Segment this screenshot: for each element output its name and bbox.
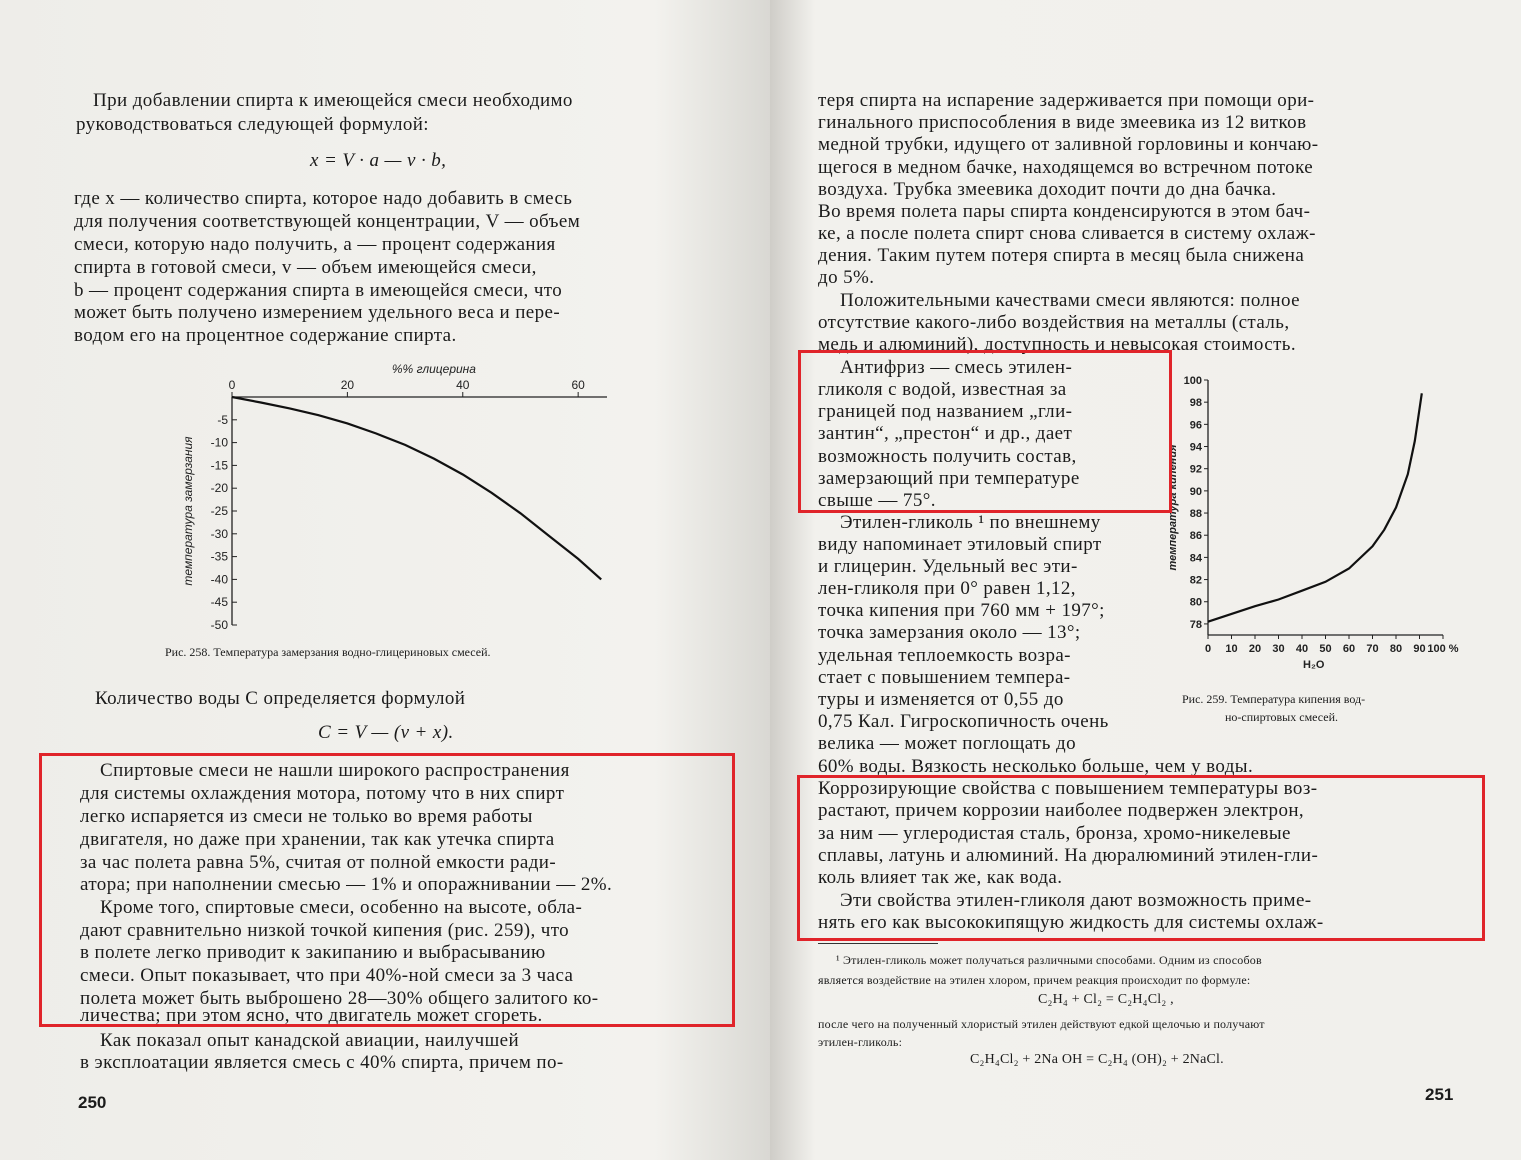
text-line: за час полета равна 5%, считая от полной емкости ради-	[80, 852, 557, 873]
y-tick-label: 92	[1189, 463, 1202, 476]
y-tick-label: 96	[1189, 419, 1202, 432]
text-line: может быть получено измерением удельного веса и пере-	[74, 302, 561, 323]
text-line: руководствоваться следующей формулой:	[76, 114, 429, 135]
page-number: 251	[1425, 1085, 1454, 1104]
footnote-rule	[818, 943, 938, 944]
y-tick-label: 98	[1189, 397, 1202, 410]
x-tick-label: 0	[228, 378, 236, 392]
x-axis-label: %% глицерина	[391, 362, 476, 376]
figure-caption: Рис. 258. Температура замерзания водно-глицериновых смесей.	[165, 645, 491, 659]
right-page	[770, 0, 1521, 1160]
text-line: за ним — углеродистая сталь, бронза, хромо-никелевые	[818, 823, 1291, 844]
y-tick-label: -10	[210, 435, 228, 450]
text-line: медной трубки, идущего от заливной горловины и кончаю-	[818, 134, 1319, 155]
y-tick-label: 88	[1189, 508, 1202, 521]
text-line: свыше — 75°.	[818, 490, 936, 511]
y-tick-label: 78	[1189, 618, 1202, 631]
text-line: для получения соответствующей концентрации, V — объем	[74, 211, 581, 232]
text-line: возможность получить состав,	[818, 446, 1077, 467]
y-tick-label: 100	[1183, 375, 1202, 387]
text-line: Спиртовые смеси не нашли широкого распространения	[100, 760, 570, 781]
text-line: для системы охлаждения мотора, потому что в них спирт	[80, 783, 565, 804]
text-line: личества; при этом ясно, что двигатель может сгореть.	[80, 1005, 543, 1026]
text-line: виду напоминает этиловый спирт	[818, 534, 1102, 555]
formula: C = V — (v + x).	[318, 722, 454, 743]
highlight-box	[39, 753, 735, 1027]
freezing-point-chart	[170, 355, 630, 640]
text-line: сплавы, латунь и алюминий. На дюралюминий этилен-гли-	[818, 845, 1319, 866]
footnote-line: после чего на полученный хлористый этилен действуют едкой щелочью и получают	[818, 1017, 1265, 1031]
text-line: в эксплоатации является смесь с 40% спирта, причем по-	[80, 1052, 564, 1073]
text-line: смеси. Опыт показывает, что при 40%-ной смеси за 3 часа	[80, 965, 574, 986]
text-line: Во время полета пары спирта конденсируются в этом бач-	[818, 201, 1311, 222]
footnote-line: этилен-гликоль:	[818, 1035, 903, 1049]
boiling-point-chart	[1167, 365, 1460, 685]
text-line: теря спирта на испарение задерживается при помощи ори-	[818, 90, 1315, 111]
text-line: замерзающий при температуре	[818, 468, 1080, 489]
x-tick-label: 90	[1413, 643, 1426, 655]
text-line: Эти свойства этилен-гликоля дают возможность приме-	[840, 890, 1312, 911]
text-line: полета может быть выброшено 28—30% общего залитого ко-	[80, 988, 599, 1009]
text-line: где x — количество спирта, которое надо добавить в смесь	[74, 188, 573, 209]
footnote-line: является воздействие на этилен хлором, причем реакция происходит по формуле:	[818, 973, 1251, 987]
text-line: атора; при наполнении смесью — 1% и опоражнивании — 2%.	[80, 874, 613, 895]
text-line: Антифриз — смесь этилен-	[840, 357, 1073, 378]
data-line	[1208, 393, 1422, 621]
x-tick-label: 60	[571, 378, 585, 392]
figure-caption: Рис. 259. Температура кипения вод-	[1182, 692, 1366, 706]
text-line: 60% воды. Вязкость несколько больше, чем у воды.	[818, 756, 1254, 777]
text-line: ке, а после полета спирт снова сливается в систему охлаж-	[818, 223, 1316, 244]
x-tick-label: 20	[340, 378, 355, 392]
x-tick-label: 60	[1342, 643, 1356, 655]
text-line: Коррозирующие свойства с повышением температуры воз-	[818, 778, 1318, 799]
y-tick-label: 84	[1189, 552, 1202, 565]
y-axis-label: температура замерзания	[181, 436, 195, 586]
text-line: 0,75 Кал. Гигроскопичность очень	[818, 711, 1109, 732]
x-tick-label: 80	[1389, 643, 1403, 655]
formula: x = V · a — v · b,	[310, 150, 447, 171]
y-tick-label: -35	[210, 549, 228, 564]
y-tick-label: -50	[210, 618, 228, 632]
text-line: до 5%.	[818, 267, 875, 288]
y-tick-label: -20	[210, 481, 228, 496]
text-line: спирта в готовой смеси, v — объем имеющейся смеси,	[74, 257, 537, 278]
footnote-line: ¹ Этилен-гликоль может получаться различными способами. Одним из способов	[836, 953, 1262, 967]
text-line: удельная теплоемкость возра-	[818, 645, 1071, 666]
text-line: Кроме того, спиртовые смеси, особенно на высоте, обла-	[100, 897, 583, 918]
text-line: Как показал опыт канадской авиации, наилучшей	[100, 1030, 520, 1051]
text-line: двигателя, но даже при хранении, так как утечка спирта	[80, 829, 555, 850]
text-line: коль влияет так же, как вода.	[818, 867, 1063, 888]
x-tick-label: 40	[456, 378, 470, 392]
text-line: велика — может поглощать до	[818, 733, 1076, 754]
text-line: отсутствие какого-либо воздействия на металлы (сталь,	[818, 312, 1290, 333]
text-line: b — процент содержания спирта в имеющейся смеси, что	[74, 280, 563, 301]
text-line: смеси, которую надо получить, a — процент содержания	[74, 234, 556, 255]
text-line: лен-гликоля при 0° равен 1,12,	[818, 578, 1076, 599]
y-tick-label: -5	[217, 412, 228, 427]
text-line: гликоля с водой, известная за	[818, 379, 1067, 400]
text-line: растают, причем коррозии наиболее подвержен электрон,	[818, 800, 1305, 821]
x-tick-label: 40	[1295, 643, 1309, 655]
text-line: точка кипения при 760 мм + 197°;	[818, 600, 1105, 621]
y-tick-label: 82	[1189, 574, 1202, 587]
x-tick-label: 20	[1248, 643, 1262, 655]
x-tick-label: 70	[1366, 643, 1379, 655]
text-line: нять его как высококипящую жидкость для системы охлаж-	[818, 912, 1324, 933]
page-number: 250	[78, 1093, 107, 1112]
x-tick-label: 30	[1272, 643, 1285, 655]
footnote-formula: C₂H₄Cl₂ + 2Na OH = C₂H₄ (OH)₂ + 2NaCl.	[970, 1052, 1224, 1067]
data-line	[232, 397, 601, 579]
figure-caption: но-спиртовых смесей.	[1225, 710, 1339, 724]
text-line: Положительными качествами смеси являются: полное	[840, 290, 1300, 311]
text-line: Этилен-гликоль ¹ по внешнему	[840, 512, 1101, 533]
text-line: дают сравнительно низкой точкой кипения (рис. 259), что	[80, 920, 570, 941]
y-tick-label: -25	[210, 504, 228, 518]
x-axis-label: H₂O	[1303, 659, 1325, 671]
highlight-box	[797, 775, 1485, 941]
text-line: точка замерзания около — 13°;	[818, 622, 1081, 643]
y-tick-label: -15	[210, 458, 228, 473]
y-axis-label: температура кипения	[1167, 444, 1179, 571]
text-line: медь и алюминий), доступность и невысокая стоимость.	[818, 334, 1296, 355]
text-line: гинального приспособления в виде змеевика из 12 витков	[818, 112, 1307, 133]
text-line: воздуха. Трубка змеевика доходит почти до дна бачка.	[818, 179, 1277, 200]
text-line: туры и изменяется от 0,55 до	[818, 689, 1064, 710]
y-tick-label: 94	[1189, 441, 1202, 454]
highlight-box	[798, 350, 1172, 513]
y-tick-label: 90	[1189, 485, 1202, 498]
y-tick-label: 80	[1189, 596, 1202, 609]
text-line: щегося в медном бачке, находящемся во встречном потоке	[818, 157, 1314, 178]
text-line: границей под названием „гли-	[818, 401, 1073, 422]
x-tick-label: 10	[1225, 643, 1238, 655]
x-tick-label: 50	[1319, 643, 1332, 655]
text-line: дения. Таким путем потеря спирта в месяц была снижена	[818, 245, 1305, 266]
text-line: зантин“, „престон“ и др., дает	[818, 423, 1073, 444]
y-tick-label: -30	[210, 526, 228, 541]
text-line: При добавлении спирта к имеющейся смеси необходимо	[93, 90, 573, 111]
text-line: Количество воды C определяется формулой	[95, 688, 466, 709]
text-line: стает с повышением темпера-	[818, 667, 1071, 688]
text-line: и глицерин. Удельный вес эти-	[818, 556, 1078, 577]
y-tick-label: 86	[1189, 530, 1202, 543]
text-line: в полете легко приводит к закипанию и выбрасыванию	[80, 942, 546, 963]
x-tick-label: 100 %	[1427, 643, 1459, 655]
text-line: водом его на процентное содержание спирта.	[74, 325, 457, 346]
footnote-formula: C₂H₄ + Cl₂ = C₂H₄Cl₂ ,	[1038, 992, 1174, 1007]
x-tick-label: 0	[1204, 643, 1212, 655]
text-line: легко испаряется из смеси не только во время работы	[80, 806, 533, 827]
y-tick-label: -40	[210, 572, 228, 587]
y-tick-label: -45	[210, 595, 228, 610]
